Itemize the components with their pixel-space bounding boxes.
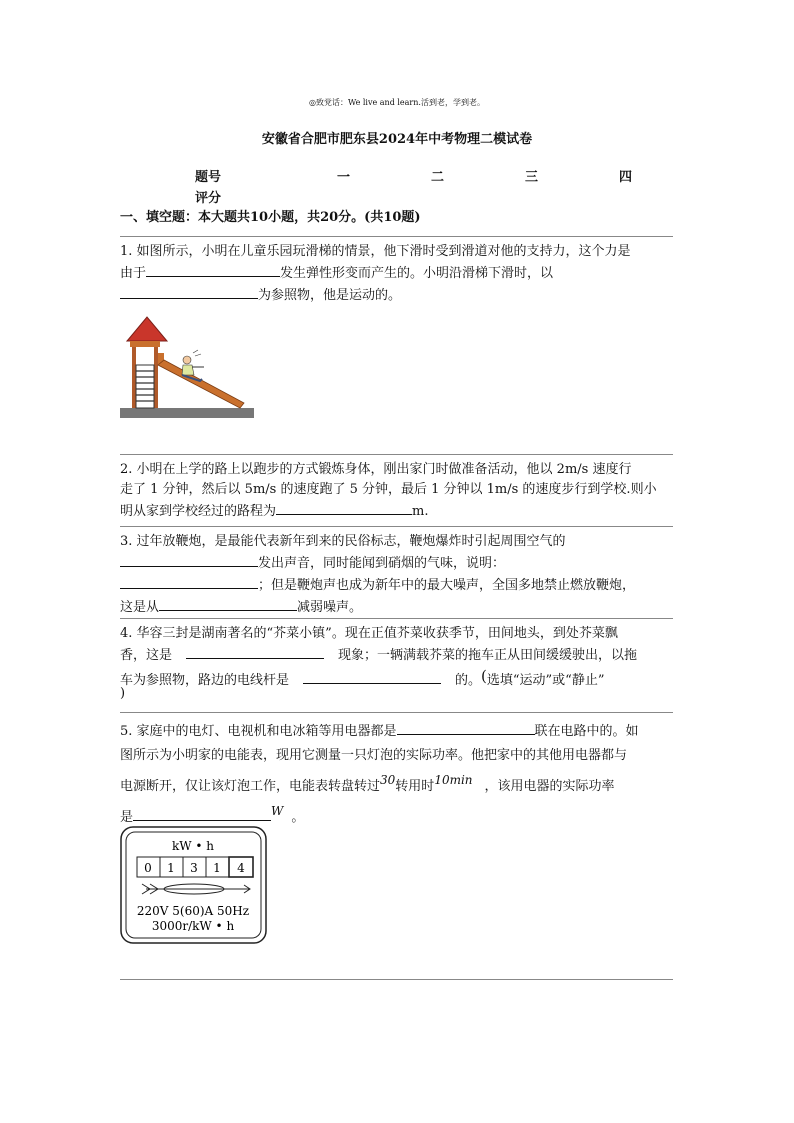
q1-line2: 由于 发生弹性形变而产生的。小明沿滑梯下滑时，以 xyxy=(120,262,675,284)
answer-blank[interactable] xyxy=(397,720,535,735)
answer-blank[interactable] xyxy=(120,574,258,589)
divider xyxy=(120,979,673,980)
divider xyxy=(120,526,673,527)
divider xyxy=(120,236,673,237)
energy-meter xyxy=(120,826,267,944)
answer-blank[interactable] xyxy=(146,262,280,277)
score-col-4: 四 xyxy=(619,170,633,185)
header-motto: ◎致党话：We live and learn.活到老，学到老。 xyxy=(309,98,485,107)
section-heading: 一、填空题：本大题共10小题，共20分。(共10题) xyxy=(120,210,421,225)
meter-digit: 1 xyxy=(213,861,221,875)
q5-line1: 5. 家庭中的电灯、电视机和电冰箱等用电器都是 联在电路中的。如 xyxy=(120,720,675,744)
meter-constant: 3000r/kW • h xyxy=(151,919,235,933)
answer-blank[interactable] xyxy=(120,284,258,299)
q1-line3: 为参照物，他是运动的。 xyxy=(120,284,675,306)
q4-line2: 香，这是 现象；一辆满载芥菜的拖车正从田间缓缓驶出，以拖 xyxy=(120,644,675,666)
score-row-label-score: 评分 xyxy=(195,191,222,206)
question-5 xyxy=(120,720,675,830)
q3-line2: 发出声音，同时能闻到硝烟的气味，说明： xyxy=(120,552,675,574)
q3-line1: 3. 过年放鞭炮，是最能代表新年到来的民俗标志，鞭炮爆炸时引起周围空气的 xyxy=(120,534,566,549)
q1-line1: 1. 如图所示，小明在儿童乐园玩滑梯的情景，他下滑时受到滑道对他的支持力，这个力是 xyxy=(120,244,631,259)
question-4 xyxy=(120,624,675,702)
page-title: 安徽省合肥市肥东县2024年中考物理二模试卷 xyxy=(261,132,533,147)
meter-digit: 1 xyxy=(167,861,175,875)
q3-line4: 这是从 减弱噪声。 xyxy=(120,596,675,618)
divider xyxy=(120,454,673,455)
answer-blank[interactable] xyxy=(133,806,271,821)
meter-unit: kW • h xyxy=(171,839,215,853)
q5-line2: 图所示为小明家的电能表，现用它测量一只灯泡的实际功率。他把家中的其他用电器都与 xyxy=(120,748,628,763)
score-col-2: 二 xyxy=(431,170,445,185)
q4-line3: 车为参照物，路边的电线杆是 的。(选填“运动”或“静止” xyxy=(120,667,605,688)
q5-line4: 是 W 。 xyxy=(120,804,305,825)
question-1 xyxy=(120,242,675,306)
q4-line1: 4. 华容三封是湖南著名的“芥菜小镇”。现在正值芥菜收获季节，田间地头，到处芥菜飘 xyxy=(120,626,618,641)
answer-blank[interactable] xyxy=(159,596,297,611)
answer-blank[interactable] xyxy=(120,552,258,567)
question-2 xyxy=(120,460,675,522)
q5-line3: 电源断开，仅让该灯泡工作，电能表转盘转过30转用时10min ，该用电器的实际功率 xyxy=(120,773,615,794)
divider xyxy=(120,618,673,619)
q2-line1: 2. 小明在上学的路上以跑步的方式锻炼身体，刚出家门时做准备活动，他以 2m/s 速度行 xyxy=(120,462,632,477)
slide-illustration xyxy=(120,313,254,421)
answer-blank[interactable] xyxy=(276,500,412,515)
q4-line4: ) xyxy=(120,686,126,701)
meter-digit: 3 xyxy=(190,861,198,875)
q3-line3: ；但是鞭炮声也成为新年中的最大噪声，全国多地禁止燃放鞭炮， xyxy=(120,574,675,596)
score-row-label-number: 题号 xyxy=(195,170,222,185)
score-col-1: 一 xyxy=(337,170,351,185)
meter-digit: 4 xyxy=(237,861,245,875)
divider xyxy=(120,712,673,713)
answer-blank[interactable] xyxy=(186,644,324,659)
answer-blank[interactable] xyxy=(303,669,441,684)
meter-digit: 0 xyxy=(144,861,152,875)
question-3 xyxy=(120,532,675,618)
meter-rating: 220V 5(60)A 50Hz xyxy=(136,904,250,918)
q2-line2: 走了 1 分钟，然后以 5m/s 的速度跑了 5 分钟，最后 1 分钟以 1m/s 的速度步行到学校.则小 xyxy=(120,482,657,497)
q2-line3: 明从家到学校经过的路程为 m. xyxy=(120,500,675,522)
score-col-3: 三 xyxy=(525,170,539,185)
